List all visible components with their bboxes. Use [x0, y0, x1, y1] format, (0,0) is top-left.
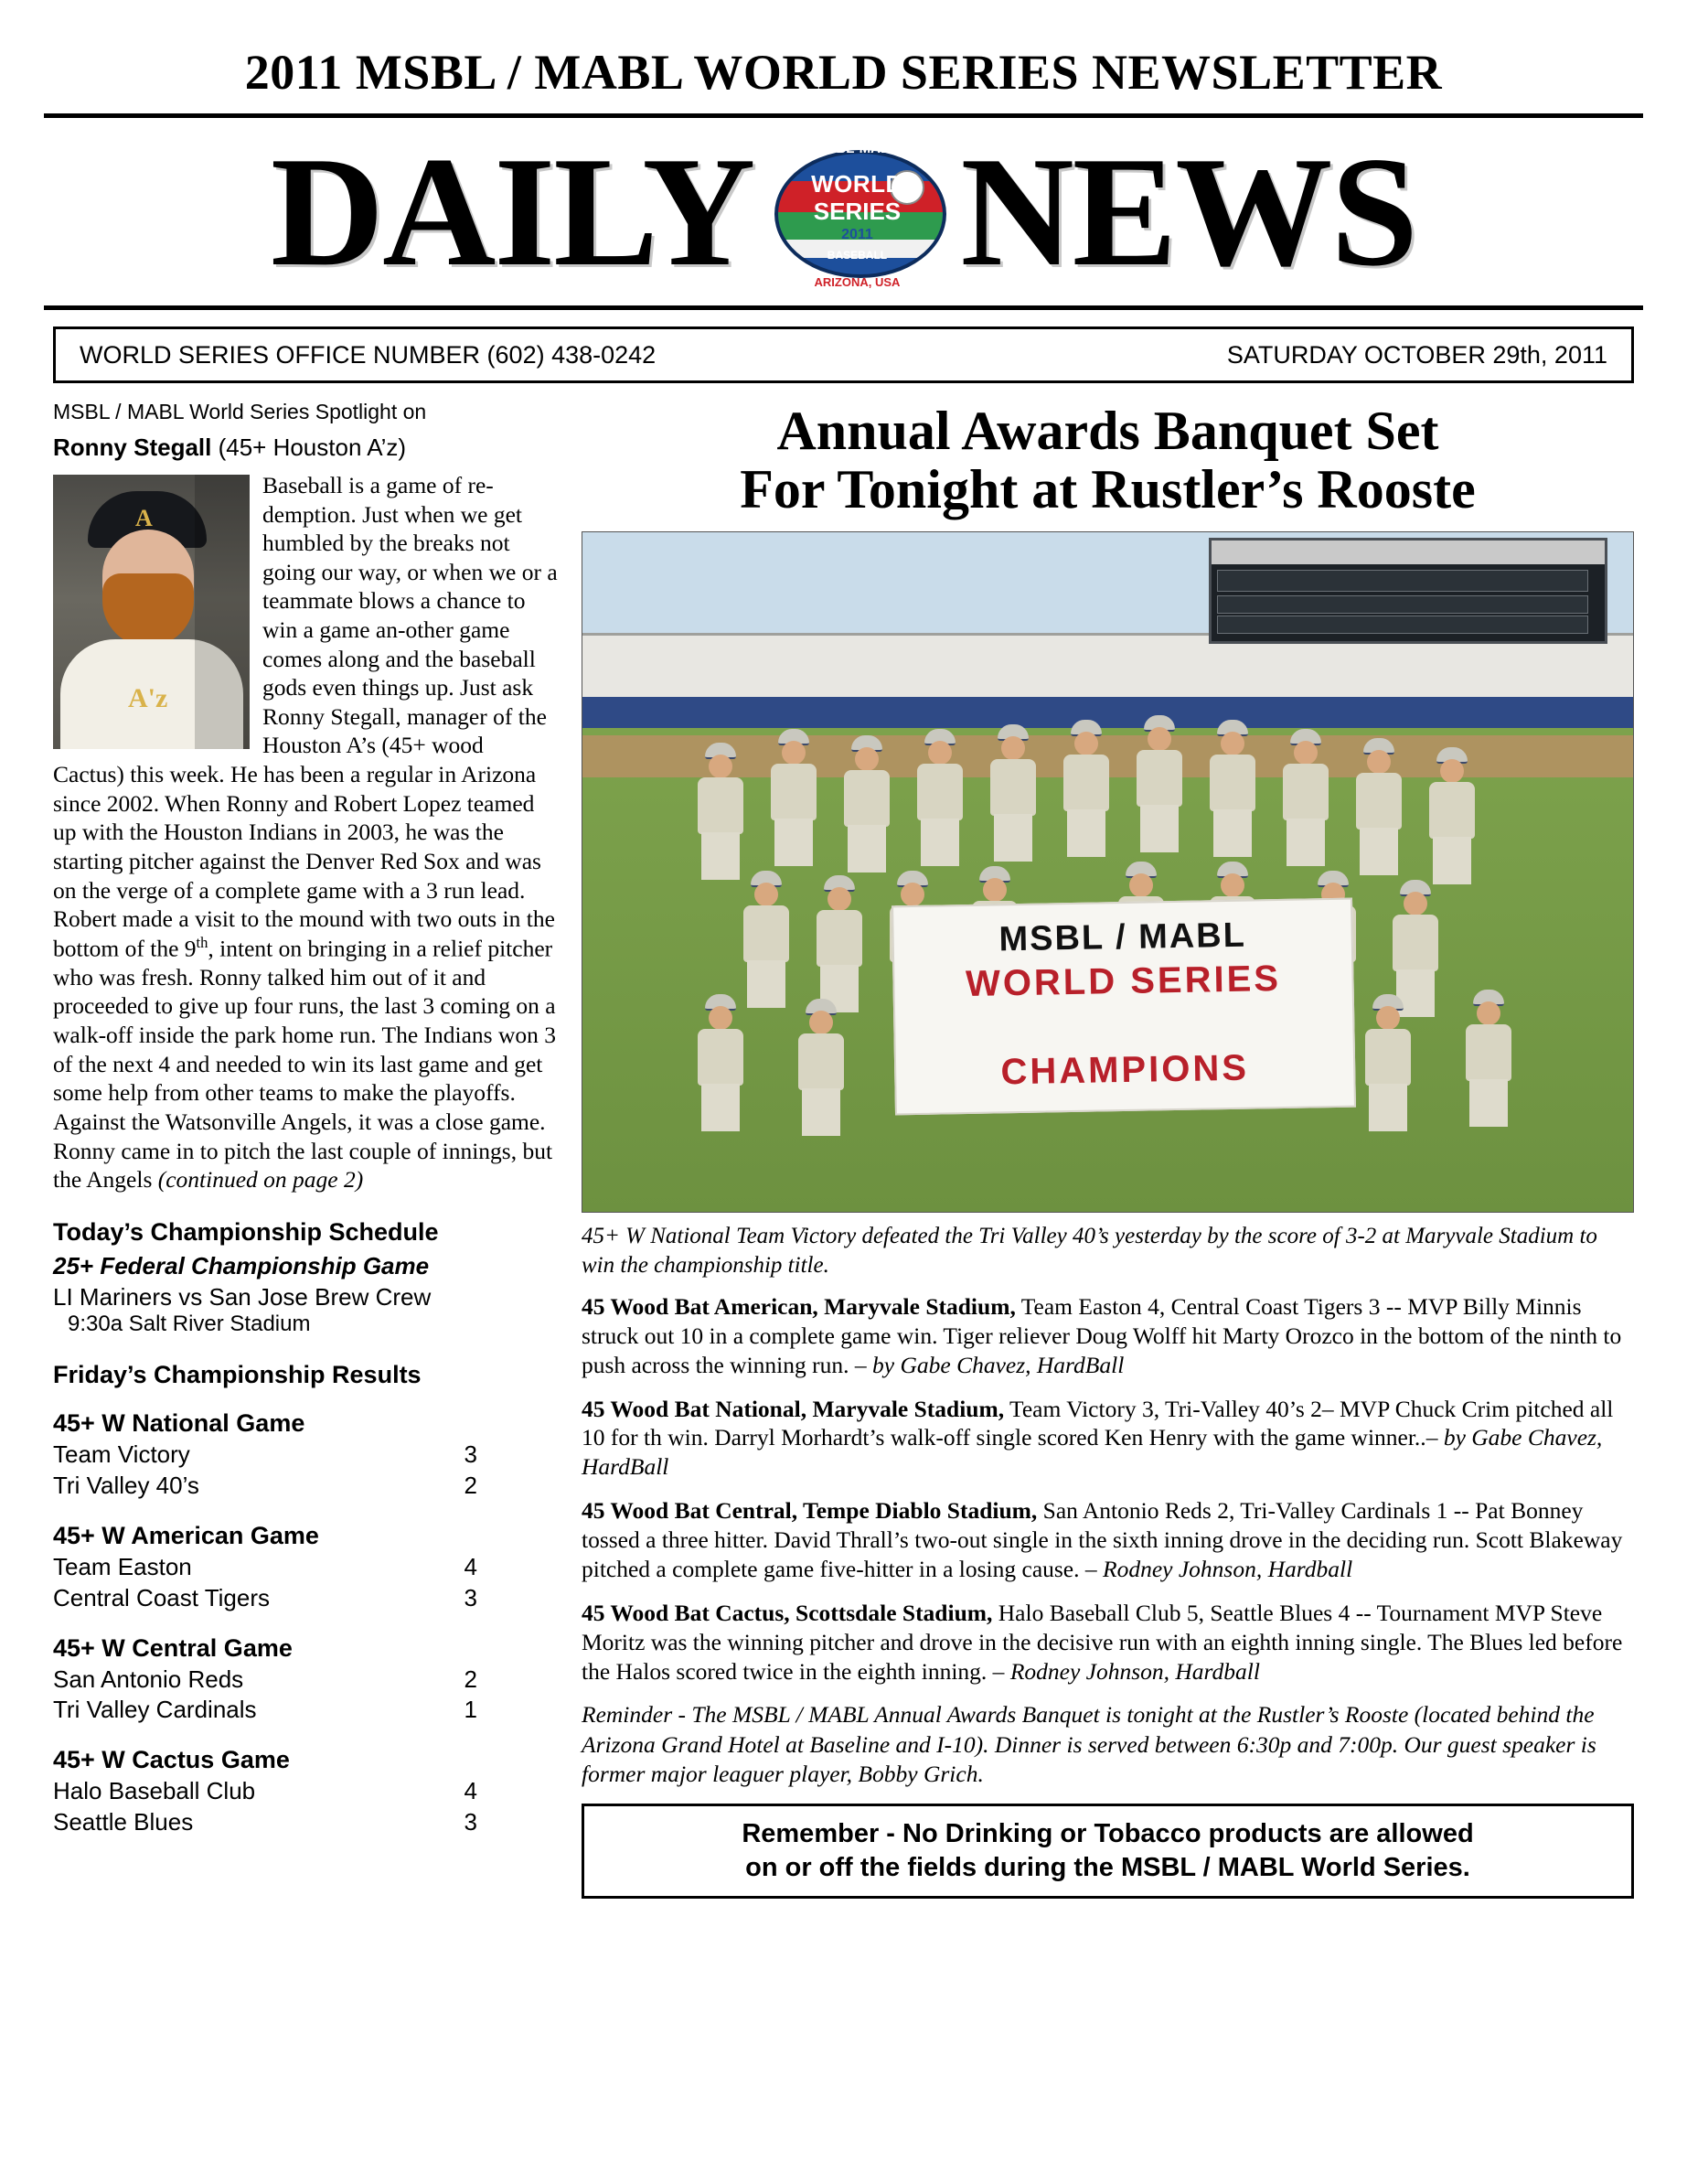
player-legs	[802, 1088, 840, 1136]
player-figure	[912, 729, 968, 866]
headline-line-2: For Tonight at Rustler’s Rooste	[740, 459, 1476, 520]
player-head	[827, 887, 851, 911]
masthead-word-daily: DAILY	[270, 124, 754, 299]
results-game-title: 45+ W Cactus Game	[53, 1746, 290, 1774]
player-figure	[1131, 715, 1188, 852]
recap-text: San Antonio Reds 2, Tri-Valley Cardinals 1 -- Pat Bonney tossed a three hitter. David Thrall’s two-out single in the sixth inning drove in the deciding run. Scott Blakeway pitched a complete game five-hitter in a losing cause. –	[582, 1497, 1623, 1582]
player-torso	[1063, 755, 1109, 811]
player-head	[1074, 732, 1098, 755]
player-head	[809, 1011, 833, 1034]
player-torso	[1356, 773, 1402, 830]
player-head	[782, 741, 806, 765]
team-score: 2	[464, 1472, 477, 1500]
banner-line-1: MSBL / MABL	[998, 916, 1247, 959]
player-legs	[1140, 805, 1179, 852]
spotlight-player-team: (45+ Houston A’z)	[211, 434, 407, 461]
player-torso	[1466, 1024, 1511, 1081]
team-name: San Antonio Reds	[53, 1665, 244, 1693]
player-figure	[1277, 729, 1334, 866]
recap-byline: – by Gabe Chavez, HardBall	[582, 1424, 1603, 1481]
score-row	[53, 1552, 558, 1583]
team-name: Team Victory	[53, 1440, 190, 1469]
player-figure	[1424, 747, 1480, 884]
player-head	[1221, 732, 1244, 755]
portrait-beard	[102, 573, 194, 647]
issue-date: SATURDAY OCTOBER 29th, 2011	[1226, 340, 1607, 369]
recap-lead: 45 Wood Bat American, Maryvale Stadium,	[582, 1292, 1016, 1320]
story-superscript: th	[196, 933, 208, 951]
championship-banner	[892, 898, 1356, 1116]
player-head	[928, 741, 952, 765]
player-head	[1404, 892, 1427, 915]
player-head	[1001, 736, 1025, 760]
player-legs	[747, 960, 785, 1008]
spotlight-player-name: Ronny Stegall	[53, 434, 212, 461]
player-legs	[1213, 809, 1252, 857]
team-score: 3	[464, 1440, 477, 1469]
world-series-logo-icon	[770, 139, 944, 289]
continued-note: (continued on page 2)	[157, 1166, 364, 1194]
player-torso	[698, 777, 743, 834]
recap-text: Team Victory 3, Tri-Valley 40’s 2– MVP Chuck Crim pitched all 10 for th win. Darryl Morhardt’s walk-off single scored Ken Henry with the game winner..	[582, 1395, 1614, 1451]
player-head	[1477, 1001, 1500, 1025]
banner-line-2: WORLD SERIES	[965, 958, 1282, 1005]
player-head	[1148, 727, 1171, 751]
player-head	[1129, 873, 1153, 897]
player-figure	[738, 871, 795, 1008]
recap-text: Team Easton 4, Central Coast Tigers 3 -- MVP Billy Minnis struck out 10 in a complete game win. Tiger reliever Doug Wolff hit Marty Orozco in the bottom of the ninth to push across the winning run.	[582, 1292, 1622, 1378]
team-name: Tri Valley Cardinals	[53, 1696, 257, 1724]
headline-line-1: Annual Awards Banquet Set	[776, 401, 1439, 461]
policy-notice	[582, 1804, 1634, 1899]
player-torso	[1283, 764, 1329, 820]
schedule-matchup: LI Mariners vs San Jose Brew Crew	[53, 1282, 432, 1311]
score-row	[53, 1665, 558, 1696]
player-head	[1367, 750, 1391, 774]
team-name: Team Easton	[53, 1553, 192, 1581]
right-column	[574, 400, 1634, 1899]
score-row	[53, 1440, 558, 1471]
schedule-heading: Today’s Championship Schedule	[53, 1217, 439, 1246]
recap-text: Halo Baseball Club 5, Seattle Blues 4 -- Tournament MVP Steve Moritz was the winning pitcher and drove in the decisive run with an eighth inning single. The Blues led before the Halos scored twice in the eighth inning. –	[582, 1599, 1623, 1685]
spotlight-story	[53, 471, 558, 1194]
player-head	[855, 747, 879, 771]
story-lead: Baseball is a game of re-demption. Just when we get humbled by the breaks not going our way, or when we or a teammate blows a chance to win a game an-other game comes along and the baseball gods even things up. Just ask Ronny	[262, 472, 558, 730]
recap-byline: Rodney Johnson, Hardball	[1009, 1657, 1260, 1685]
recap-byline: Rodney Johnson, Hardball	[1103, 1555, 1353, 1582]
player-figure	[793, 999, 849, 1136]
player-figure	[1058, 720, 1115, 857]
player-torso	[798, 1033, 844, 1090]
notice-line-1: Remember - No Drinking or Tobacco products are allowed	[742, 1818, 1474, 1848]
content-columns	[53, 400, 1634, 1899]
player-legs	[848, 825, 886, 873]
player-head	[901, 883, 924, 906]
team-name: Tri Valley 40’s	[53, 1472, 199, 1500]
team-score: 1	[464, 1696, 477, 1724]
results-game-title: 45+ W National Game	[53, 1409, 305, 1438]
player-torso	[817, 910, 862, 967]
logo-line1: MSBL•MABL	[815, 140, 899, 156]
player-head	[1440, 759, 1464, 783]
player-figure	[838, 735, 895, 873]
player-figure	[692, 743, 749, 880]
newsletter-title: 2011 MSBL / MABL WORLD SERIES NEWSLETTER	[244, 45, 1443, 100]
team-score: 3	[464, 1583, 477, 1611]
player-torso	[990, 759, 1036, 816]
page-headline	[582, 401, 1634, 519]
team-score: 4	[464, 1553, 477, 1581]
player-figure	[1460, 990, 1517, 1127]
player-torso	[771, 764, 817, 820]
notice-line-2: on or off the fields during the MSBL / MABL World Series.	[745, 1852, 1470, 1882]
schedule-time-place: 9:30a Salt River Stadium	[68, 1311, 311, 1337]
recap-byline: – by Gabe Chavez, HardBall	[854, 1351, 1125, 1378]
player-head	[983, 878, 1007, 902]
logo-line5: BASEBALL	[827, 248, 888, 262]
logo-line4: 2011	[841, 226, 873, 242]
player-head	[754, 883, 778, 906]
logo-line3: SERIES	[813, 197, 902, 225]
player-legs	[921, 819, 959, 866]
story-rest2: , intent on bringing in a relief pitcher who was fresh. Ronny talked him out of it and proceeded to give up four runs, the last 3 coming on a walk-off inside the park home run. The Indians won 3 of the next 4 and needed to win its last game and get some help from other teams to make the playoffs. Against the Watsonville Angels, it was a close game. Ronny came in to pitch the last couple of innings, but the Angels	[53, 935, 557, 1194]
results-heading: Friday’s Championship Results	[53, 1361, 422, 1389]
player-figure	[985, 724, 1041, 862]
recap-lead: 45 Wood Bat Central, Tempe Diablo Stadium,	[582, 1497, 1038, 1525]
player-figure	[1351, 738, 1407, 875]
scoreboard-home-row	[1217, 616, 1588, 634]
schedule-game-title: 25+ Federal Championship Game	[53, 1251, 430, 1279]
player-legs	[701, 832, 740, 880]
player-head	[1221, 873, 1244, 897]
logo-line6: ARIZONA, USA	[814, 274, 901, 289]
scoreboard-guest-row	[1217, 595, 1588, 614]
portrait-shadow	[195, 475, 250, 749]
player-legs	[1287, 819, 1325, 866]
results-game-2	[53, 1634, 558, 1727]
player-torso	[1137, 750, 1182, 807]
office-number: WORLD SERIES OFFICE NUMBER (602) 438-0242	[80, 340, 657, 369]
player-torso	[1393, 915, 1438, 971]
results-game-0	[53, 1409, 558, 1502]
results-game-title: 45+ W Central Game	[53, 1633, 293, 1662]
player-legs	[701, 1084, 740, 1131]
photo-caption: 45+ W National Team Victory defeated the Tri Valley 40’s yesterday by the score of 3-2 at Maryvale Stadium to win the championship title.	[582, 1224, 1597, 1278]
player-legs	[1067, 809, 1105, 857]
player-head	[709, 1006, 732, 1030]
player-torso	[1210, 755, 1255, 811]
player-head	[1376, 1006, 1400, 1030]
player-torso	[1429, 782, 1475, 839]
masthead	[44, 118, 1643, 310]
banquet-reminder: Reminder - The MSBL / MABL Annual Awards Banquet is tonight at the Rustler’s Rooste (located behind the Arizona Grand Hotel at Baseline and I-10). Dinner is served between 6:30p and 7:00p. Our guest speaker is former major leaguer player, Bobby Grich.	[582, 1701, 1596, 1787]
team-name: Halo Baseball Club	[53, 1777, 256, 1805]
player-torso	[1365, 1029, 1411, 1086]
player-figure	[765, 729, 822, 866]
score-row	[53, 1776, 558, 1807]
player-torso	[844, 770, 890, 827]
team-name: Central Coast Tigers	[53, 1583, 270, 1611]
team-score: 2	[464, 1665, 477, 1693]
results-game-title: 45+ W American Game	[53, 1522, 319, 1550]
player-head	[1294, 741, 1318, 765]
player-torso	[698, 1029, 743, 1086]
game-recap	[582, 1395, 1634, 1483]
player-figure	[811, 875, 868, 1012]
spotlight-label: MSBL / MABL World Series Spotlight on	[53, 400, 427, 423]
score-row	[53, 1695, 558, 1726]
player-torso	[743, 905, 789, 962]
banner-line-3: CHAMPIONS	[1000, 1047, 1250, 1093]
recap-lead: 45 Wood Bat Cactus, Scottsdale Stadium,	[582, 1599, 993, 1626]
info-bar	[53, 327, 1634, 383]
game-recap	[582, 1496, 1634, 1584]
player-legs	[1469, 1079, 1508, 1127]
player-figure	[1360, 994, 1416, 1131]
score-row	[53, 1583, 558, 1614]
player-legs	[994, 814, 1032, 862]
logo-line2: WORLD	[811, 169, 903, 198]
results-game-1	[53, 1522, 558, 1614]
scoreboard	[1209, 538, 1607, 644]
score-row	[53, 1471, 558, 1502]
masthead-word-news: NEWS	[960, 124, 1417, 299]
player-figure	[1204, 720, 1261, 857]
scoreboard-ad-row	[1212, 541, 1605, 564]
scoreboard-inning-row	[1217, 570, 1588, 592]
left-column	[53, 400, 574, 1899]
score-row	[53, 1807, 558, 1838]
player-legs	[1433, 837, 1471, 884]
team-score: 3	[464, 1808, 477, 1836]
player-legs	[1360, 828, 1398, 875]
player-figure	[692, 994, 749, 1131]
results-game-3	[53, 1746, 558, 1838]
team-photo	[582, 531, 1634, 1213]
game-recap	[582, 1292, 1634, 1380]
player-torso	[917, 764, 963, 820]
player-legs	[1369, 1084, 1407, 1131]
game-recap	[582, 1599, 1634, 1686]
team-name: Seattle Blues	[53, 1808, 194, 1836]
story-rest: Stegall, manager of the Houston A’s (45+ wood Cactus) this week. He has been a regular in Arizona since 2002. When Ronny and Robert Lopez teamed up with the Houston Indians in 2003, he was the starting pitcher against the Denver Red Sox and was on the verge of a complete game with a 3 run lead. Robert made a visit to the mound with two outs in the bottom of the 9	[53, 702, 555, 962]
recap-lead: 45 Wood Bat National, Maryvale Stadium,	[582, 1395, 1005, 1422]
player-head	[709, 755, 732, 778]
player-portrait-photo	[53, 475, 250, 749]
player-legs	[774, 819, 813, 866]
spotlight-name-line	[53, 434, 558, 462]
team-score: 4	[464, 1777, 477, 1805]
